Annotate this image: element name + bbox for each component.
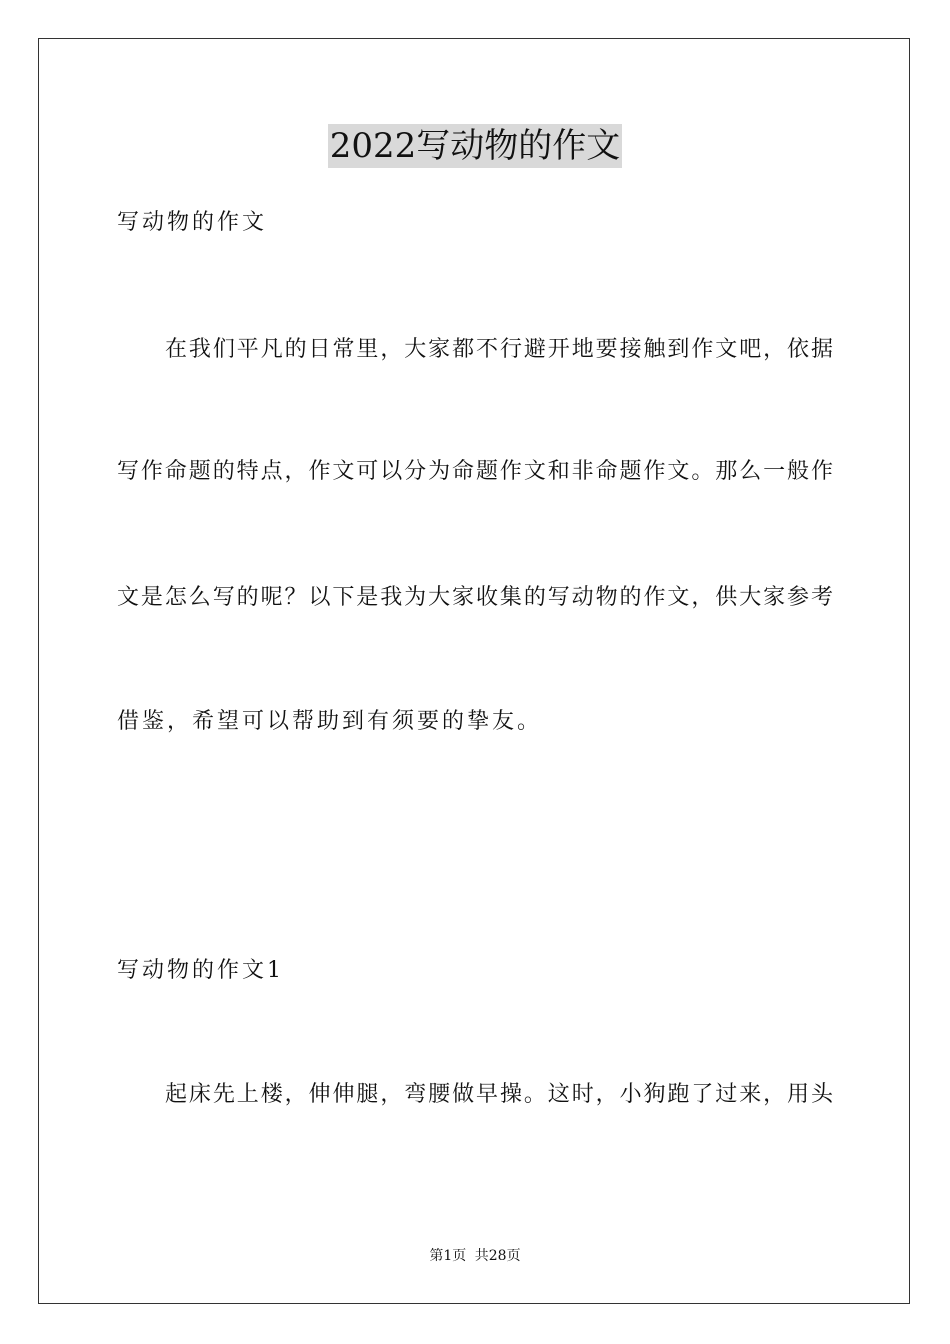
title-container xyxy=(0,124,950,168)
intro-line-1: 在我们平凡的日常里，大家都不行避开地要接触到作文吧，依据 xyxy=(165,337,833,362)
section-paragraph-line: 起床先上楼，伸伸腿，弯腰做早操。这时，小狗跑了过来，用头 xyxy=(165,1082,833,1107)
page-footer xyxy=(0,1246,950,1266)
document-title: 2022写动物的作文 xyxy=(329,126,621,166)
intro-line-4: 借鉴，希望可以帮助到有须要的挚友。 xyxy=(117,709,543,734)
intro-line-2: 写作命题的特点，作文可以分为命题作文和非命题作文。那么一般作 xyxy=(117,459,833,484)
document-subtitle: 写动物的作文 xyxy=(117,210,268,235)
page-total: 共28页 xyxy=(474,1248,521,1264)
section-heading: 写动物的作文1 xyxy=(117,958,284,983)
intro-line-3: 文是怎么写的呢？以下是我为大家收集的写动物的作文，供大家参考 xyxy=(117,585,833,610)
page-number: 第1页 xyxy=(429,1248,467,1264)
